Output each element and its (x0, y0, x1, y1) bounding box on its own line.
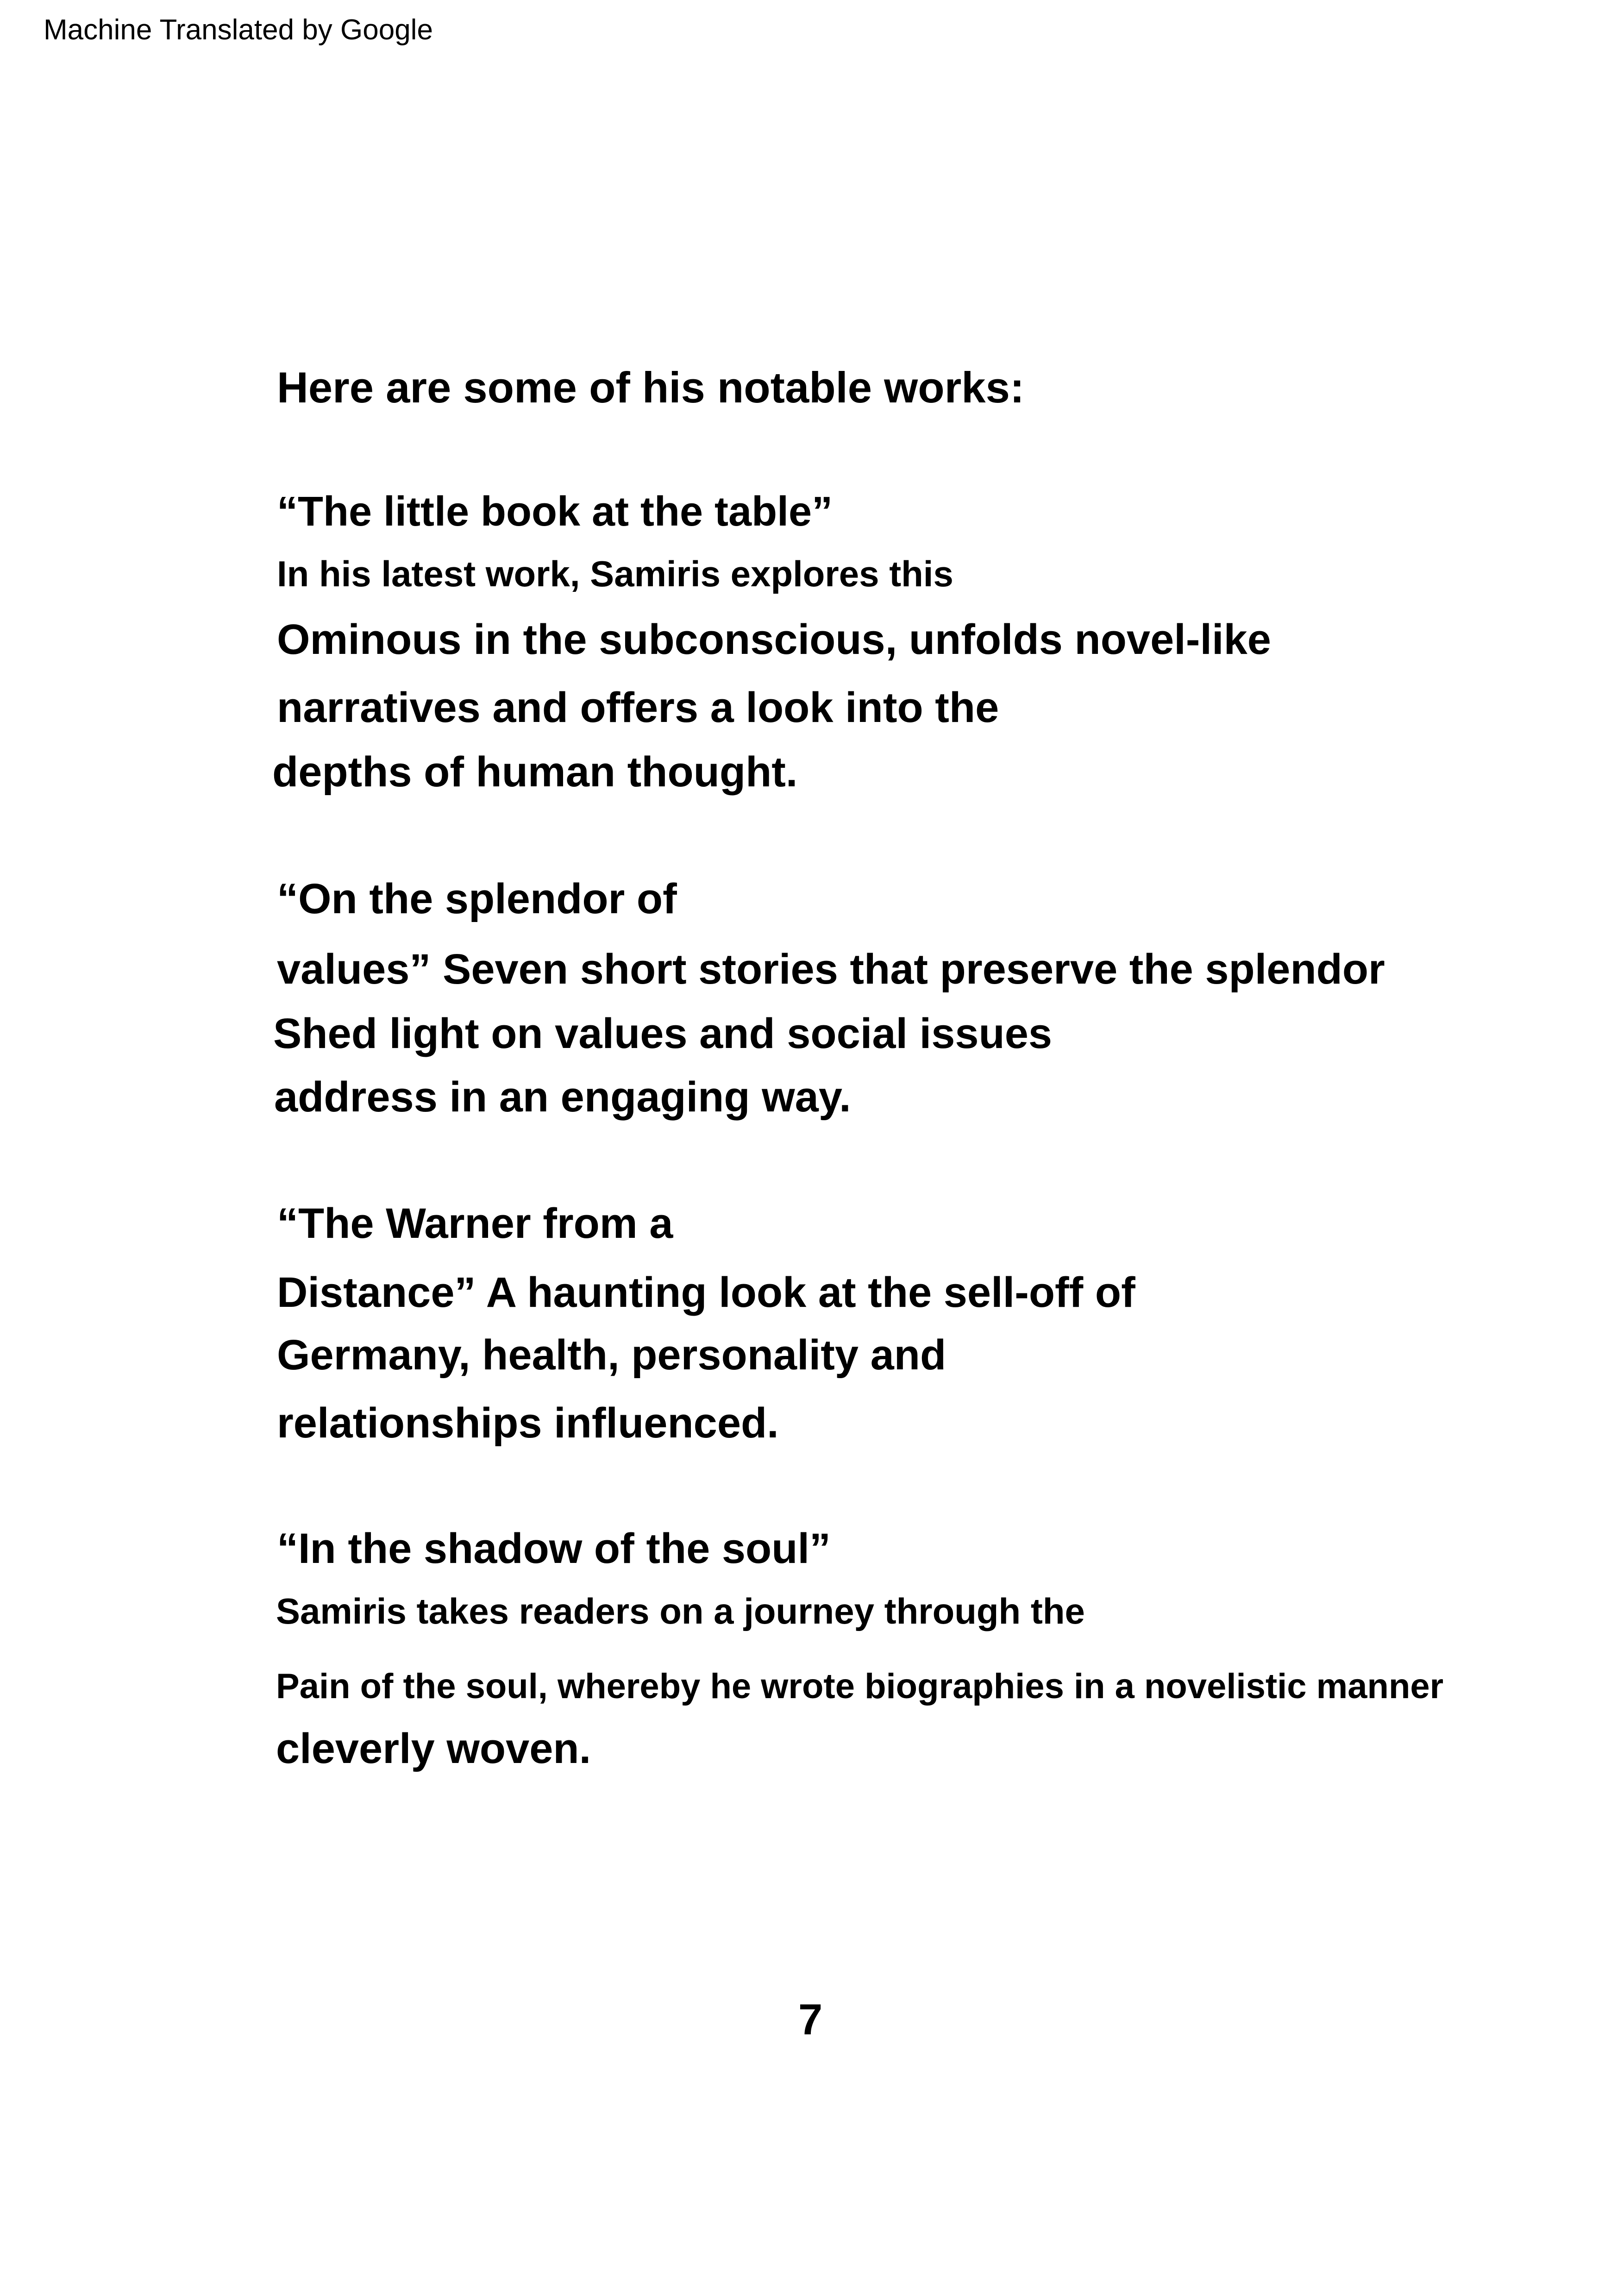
work-description-line: address in an engaging way. (274, 1073, 851, 1121)
machine-translation-note: Machine Translated by Google (44, 14, 433, 46)
work-description-line: In his latest work, Samiris explores this (277, 553, 953, 594)
work-description-line: values” Seven short stories that preserve the splendor (277, 946, 1385, 993)
work-title-line: “The little book at the table” (277, 489, 833, 535)
work-title-line: “On the splendor of (277, 875, 677, 922)
work-description-line: Samiris takes readers on a journey through the (276, 1591, 1085, 1631)
work-description-line: Distance” A haunting look at the sell-off of (277, 1269, 1135, 1316)
work-description-line: Shed light on values and social issues (273, 1010, 1053, 1057)
work-description-line: narratives and offers a look into the (277, 684, 999, 731)
intro-heading: Here are some of his notable works: (277, 363, 1025, 412)
work-description-line: Ominous in the subconscious, unfolds novel-like (277, 616, 1271, 663)
work-description-line: relationships influenced. (277, 1399, 779, 1447)
page-number: 7 (798, 1995, 823, 2044)
work-description-line: Pain of the soul, whereby he wrote biographies in a novelistic manner (276, 1667, 1444, 1706)
work-title-line: “The Warner from a (277, 1200, 673, 1247)
work-description-line: depths of human thought. (272, 748, 798, 796)
work-description-line: Germany, health, personality and (277, 1331, 946, 1379)
work-title-line: “In the shadow of the soul” (277, 1525, 831, 1572)
work-description-line: cleverly woven. (276, 1725, 591, 1772)
